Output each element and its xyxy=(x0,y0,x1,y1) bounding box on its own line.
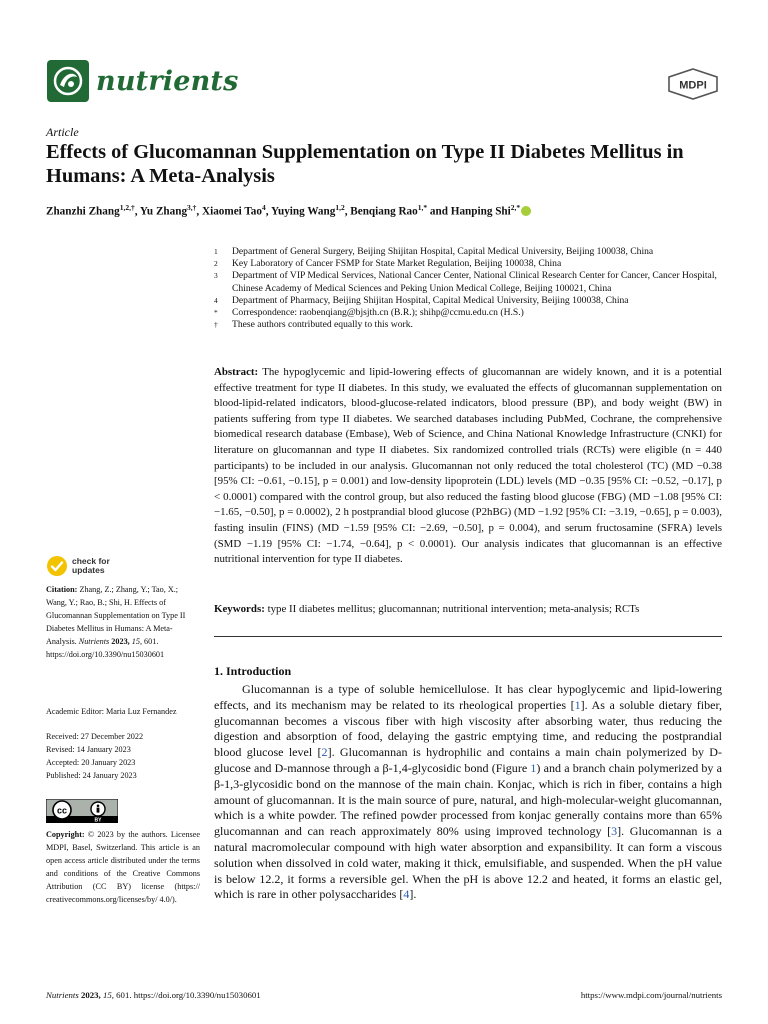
abstract-label: Abstract: xyxy=(214,366,259,378)
author-sup: 4 xyxy=(262,203,266,212)
citation-block xyxy=(46,583,200,661)
author-sup: 1,2,† xyxy=(119,203,135,212)
affiliation-item xyxy=(214,295,734,307)
intro-text: Glucomannan is a type of soluble hemicellulose. It has clear hypoglycemic and lipid-lowering effects, and its mechanism may be related to its rheological properties [ xyxy=(214,682,722,712)
reference-link[interactable]: 4 xyxy=(403,887,410,902)
svg-text:BY: BY xyxy=(94,817,102,823)
article-type: Article xyxy=(46,125,79,139)
citation-volume: 15, xyxy=(131,637,142,646)
affiliation-item xyxy=(214,319,734,331)
keywords-label: Keywords: xyxy=(214,603,265,615)
author: Yuying Wang xyxy=(270,205,336,218)
copyright-block xyxy=(46,828,200,906)
check-updates-icon xyxy=(46,555,68,577)
mdpi-logo-icon xyxy=(666,68,720,100)
citation-year: 2023, xyxy=(111,637,130,646)
affiliation-mark: 4 xyxy=(214,295,218,305)
authors-connector: and xyxy=(429,205,448,218)
correspondence-text: Correspondence: raobenqiang@bjsjth.cn (B.R.); shihp@ccmu.edu.cn (H.S.) xyxy=(232,307,524,319)
citation-doi[interactable]: 601. https://doi.org/10.3390/nu15030601 xyxy=(46,637,165,659)
revised-date: Revised: 14 January 2023 xyxy=(46,745,131,754)
footer-volume: 15, xyxy=(102,990,114,1000)
intro-text: ) and a branch chain polymerized by a β-1,3-glycosidic bond on the mannose of the main chain. Konjac, which is rich in fiber, contains a high amount of glucomannan. It is the main source of pure, natural, and high-molecular-weight glucomannan, which is a white powder. The refined powder processed from konjac generally contains more than 65% glucomannan and can reach approximately 80% using improved technology [ xyxy=(214,760,722,839)
affiliation-text: Department of General Surgery, Beijing Shijitan Hospital, Capital Medical University, Beijing 100038, China xyxy=(232,246,654,257)
citation-text: Zhang, Z.; Zhang, Y.; Tao, X.; Wang, Y.; Rao, B.; Shi, H. Effects of Glucomannan Supplementation on Type II Diabetes Mellitus in Humans: A Meta-Analysis. xyxy=(46,585,186,646)
author: Hanping Shi xyxy=(450,205,511,218)
intro-paragraph xyxy=(214,682,722,903)
affiliation-mark: 3 xyxy=(214,271,218,281)
author-sup: 2,* xyxy=(510,203,521,212)
author: Benqiang Rao xyxy=(350,205,418,218)
author-sup: 3,† xyxy=(187,203,197,212)
reference-link[interactable]: 3 xyxy=(611,824,618,839)
reference-link[interactable]: 1 xyxy=(574,697,581,712)
affiliation-item xyxy=(214,270,734,294)
affiliation-text: Department of Pharmacy, Beijing Shijitan Hospital, Capital Medical University, Beijing 100038, China xyxy=(232,294,629,306)
reference-link[interactable]: 2 xyxy=(321,745,328,760)
received-date: Received: 27 December 2022 xyxy=(46,732,144,741)
intro-text: ]. Glucomannan is hydrophilic and contains a main chain polymerized by D-glucose and D-mannose through a β-1,4-glycosidic bond (Figure xyxy=(214,745,722,775)
copyright-text: © 2023 by the authors. Licensee MDPI, Basel, Switzerland. This article is an open access article distributed under the terms and conditions of the Creative Commons Attribution (CC BY) license (https:// creativecommons.org/licenses/by/ 4.0/). xyxy=(46,830,200,904)
affiliation-item xyxy=(214,258,734,270)
footer-journal: Nutrients xyxy=(46,990,79,1000)
footer-year: 2023, xyxy=(80,990,101,1000)
section-heading: 1. Introduction xyxy=(214,664,292,678)
author: Yu Zhang xyxy=(139,205,188,218)
svg-text:cc: cc xyxy=(56,805,68,816)
citation-journal: Nutrients xyxy=(78,637,110,646)
abstract-text: The hypoglycemic and lipid-lowering effects of glucomannan are widely known, and it is a potential effective treatment for type II diabetes. In this study, we evaluated the effects of glucomannan supplementation on blood-lipid-related indicators, blood-glucose-related indicators, blood pressure (BP), and body weight (BW) in patients suffering from type II diabetes. We searched databases including PubMed, Cochrane, the comprehensive biomedical research database (Embase), Web of Science, and China National Knowledge Infrastructure (CNKI) for literature on glucomannan and type II diabetes. Six randomized controlled trials (RCTs) were eligible (n = 440 participants) to be included in our analysis. Glucomannan not only reduced the total cholesterol (TC) (MD −0.38 [95% CI: −0.61, −0.15], p = 0.001) and low-density lipoprotein (LDL) levels (MD −0.35 [95% CI: −0.52, −0.17], p < 0.0001) compared with the control group, but also reduced the fasting blood glucose (FBG) (MD −1.08 [95% CI: −1.65, −0.50], p = 0.0002), 2 h postprandial blood glucose (P2hBG) (MD −1.92 [95% CI: −3.19, −0.65], p = 0.003), fasting insulin (FINS) (MD −1.59 [95% CI: −2.69, −0.50], p = 0.004), and serum fructosamine (SFRA) levels (SMD −1.19 [95% CI: −1.74, −0.64], p < 0.0001). Our analysis indicates that glucomannan is an effective nutritional intervention for type II diabetes. xyxy=(214,366,723,566)
keywords-text: type II diabetes mellitus; glucomannan; nutritional intervention; meta-analysis; RCTs xyxy=(267,603,640,615)
intro-text: ]. Glucomannan is a natural macromolecular compound with high water absorption and expansibility. It can form a viscous solution when dissolved in cold water, making it thick, emulsifiable, and suspended. When the pH value is below 12.2, it forms a reversible gel. When the pH is above 12.2 and heated, it forms an elastic gel, which is rare in other polysaccharides [ xyxy=(214,824,722,902)
academic-editor: Academic Editor: Maria Luz Fernandez xyxy=(46,707,177,716)
affiliation-mark: * xyxy=(214,308,218,318)
author-sup: 1,2 xyxy=(335,203,345,212)
footer-journal-url[interactable]: https://www.mdpi.com/journal/nutrients xyxy=(580,990,722,1000)
figure-link[interactable]: 1 xyxy=(530,760,537,775)
abstract xyxy=(214,365,722,568)
affiliation-text: Department of VIP Medical Services, National Cancer Center, National Clinical Research Center for Cancer, Cancer Hospital, Chinese Academy of Medical Sciences and Peking Union Medical College, Beijing 100021, China xyxy=(232,270,717,294)
accepted-date: Accepted: 20 January 2023 xyxy=(46,758,136,767)
author: Xiaomei Tao xyxy=(202,205,262,218)
orcid-icon[interactable] xyxy=(521,206,531,216)
equal-contribution-note: These authors contributed equally to this work. xyxy=(232,319,413,331)
citation-label: Citation: xyxy=(46,585,78,594)
affiliation-mark: 2 xyxy=(214,259,218,269)
footer-citation xyxy=(46,990,261,1000)
author-sup: 1,* xyxy=(417,203,428,212)
journal-name: nutrients xyxy=(96,65,239,97)
keywords xyxy=(214,602,722,617)
intro-text: ]. xyxy=(409,887,417,902)
affiliation-mark: † xyxy=(214,320,218,330)
footer-doi[interactable]: 601. https://doi.org/10.3390/nu15030601 xyxy=(116,990,261,1000)
affiliation-item xyxy=(214,307,734,319)
author-list: Zhanzhi Zhang$^{1,2,\dagger}$, Yu Zhang$^{3,\dagger}$, Xiaomei Tao$^4$, Yuying Wang$^{1,2}$, Benqiang Rao$^{1,*}$ and Hanping Shi$^{2,*}$ xyxy=(46,203,736,218)
author: Zhanzhi Zhang xyxy=(46,205,120,218)
check-for-updates-badge[interactable] xyxy=(46,555,116,577)
nutrients-logo-icon xyxy=(46,59,90,103)
journal-logo xyxy=(46,58,239,104)
affiliation-text: Key Laboratory of Cancer FSMP for State Market Regulation, Beijing 100038, China xyxy=(232,258,562,270)
intro-text: ]. As a soluble dietary fiber, glucomannan becomes a viscous fiber with high viscosity after absorbing water, thus reducing the digestion and absorption of food, delaying the gastric emptying time, and reducing the postprandial blood glucose level [ xyxy=(214,697,723,760)
affiliation-item xyxy=(214,246,734,258)
check-updates-label: check for updates xyxy=(72,556,110,575)
affiliation-mark: 1 xyxy=(214,247,218,256)
section-divider xyxy=(214,636,722,637)
paper-title: Effects of Glucomannan Supplementation on Type II Diabetes Mellitus in Humans: A Meta-Analysis xyxy=(46,141,684,187)
dates-block xyxy=(46,730,200,782)
copyright-label: Copyright: xyxy=(46,830,85,839)
affiliations xyxy=(214,246,734,331)
mdpi-logo-text: MDPI xyxy=(679,79,707,92)
cc-by-license-icon[interactable] xyxy=(46,799,118,823)
published-date: Published: 24 January 2023 xyxy=(46,771,137,780)
